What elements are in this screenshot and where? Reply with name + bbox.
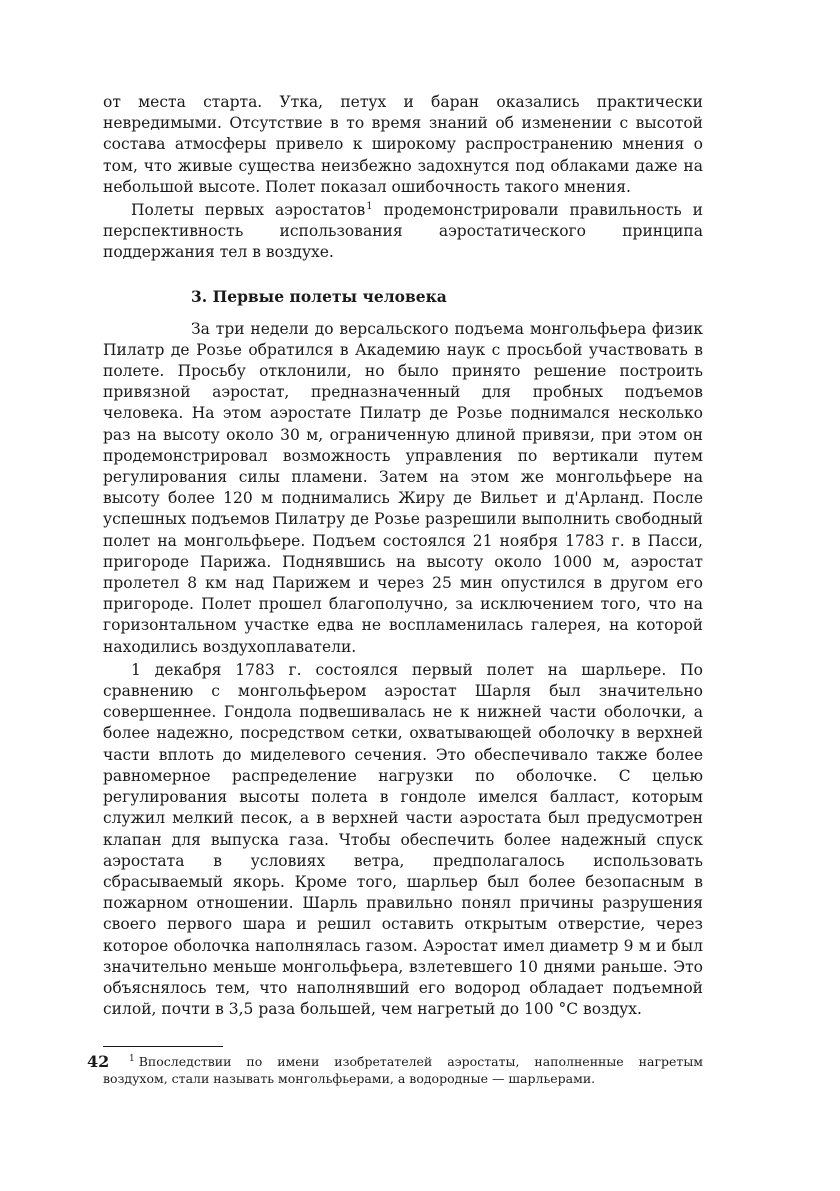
paragraph-aerostats-start: Полеты первых аэростатов	[131, 201, 366, 220]
paragraph-charliere: 1 декабря 1783 г. состоялся первый полет на шарльере. По сравнению с монгольфьером аэростат Шарля был значительно совершеннее. Гондола подвешивалась не к нижней части оболочки, а более надежно, посредством сетки, охватывающей оболочку в верхней части вплоть до миделевого сечения. Это обеспечивало также более равномерное распределение нагрузки по оболочке. С целью регулирования высоты полета в гондоле имелся балласт, которым служил мелкий песок, а в верхней части аэростата был предусмотрен клапан для выпуска газа. Чтобы обеспечить более надежный спуск аэростата в условиях ветра, предполагалось использовать сбрасываемый якорь. Кроме того, шарльер был более безопасным в пожарном отношении. Шарль правильно понял причины разрушения своего первого шара и решил оставить открытым отверстие, через которое оболочка наполнялась газом. Аэростат имел диаметр 9 м и был значительно меньше монгольфьера, взлетевшего 10 днями раньше. Это объяснялось тем, что наполнявший его водород обладает подъемной силой, почти в 3,5 раза большей, чем нагретый до 100 °С воздух.	[103, 660, 703, 1019]
footnote-mark: 1	[129, 1054, 135, 1065]
paragraph-aerostats	[103, 200, 703, 264]
footnote-text: Впоследствии по имени изобретателей аэростаты, наполненные нагретым воздухом, стали называть монгольфьерами, а водородные — шарльерами.	[103, 1054, 703, 1087]
paragraph-aerostats-end: продемонстрировали правильность и перспективность использования аэростатического принципа поддержания тел в воздухе.	[103, 201, 704, 262]
paragraph-continuation: от места старта. Утка, петух и баран оказались практически невредимыми. Отсутствие в то время знаний об изменении с высотой состава атмосферы привело к широкому распространению мнения о том, что живые существа неизбежно задохнутся под облаками даже на небольшой высоте. Полет показал ошибочность такого мнения.	[103, 93, 703, 196]
footnote-divider	[103, 1046, 223, 1047]
section-heading: 3. Первые полеты человека	[191, 286, 447, 306]
footnote	[103, 1053, 703, 1087]
page-body	[103, 92, 703, 1087]
footnote-reference: 1	[366, 200, 373, 212]
paragraph-first-flights: За три недели до версальского подъема монгольфьера физик Пилатр де Розье обратился в Академию наук с просьбой участвовать в полете. Просьбу отклонили, но было принято решение построить привязной аэростат, предназначенный для пробных подъемов человека. На этом аэростате Пилатр де Розье поднимался несколько раз на высоту около 30 м, ограниченную длиной привязи, при этом он продемонстрировал возможность управления по вертикали путем регулирования силы пламени. Затем на этом же монгольфьере на высоту более 120 м поднимались Жиру де Вильет и д'Арланд. После успешных подъемов Пилатру де Розье разрешили выполнить свободный полет на монгольфьере. Подъем состоялся 21 ноября 1783 г. в Пасси, пригороде Парижа. Поднявшись на высоту около 1000 м, аэростат пролетел 8 км над Парижем и через 25 мин опустился в другом его пригороде. Полет прошел благополучно, за исключением того, что на горизонтальном участке едва не воспламенилась галерея, на которой находились воздухоплаватели.	[103, 319, 703, 656]
page-number: 42	[87, 1052, 110, 1071]
